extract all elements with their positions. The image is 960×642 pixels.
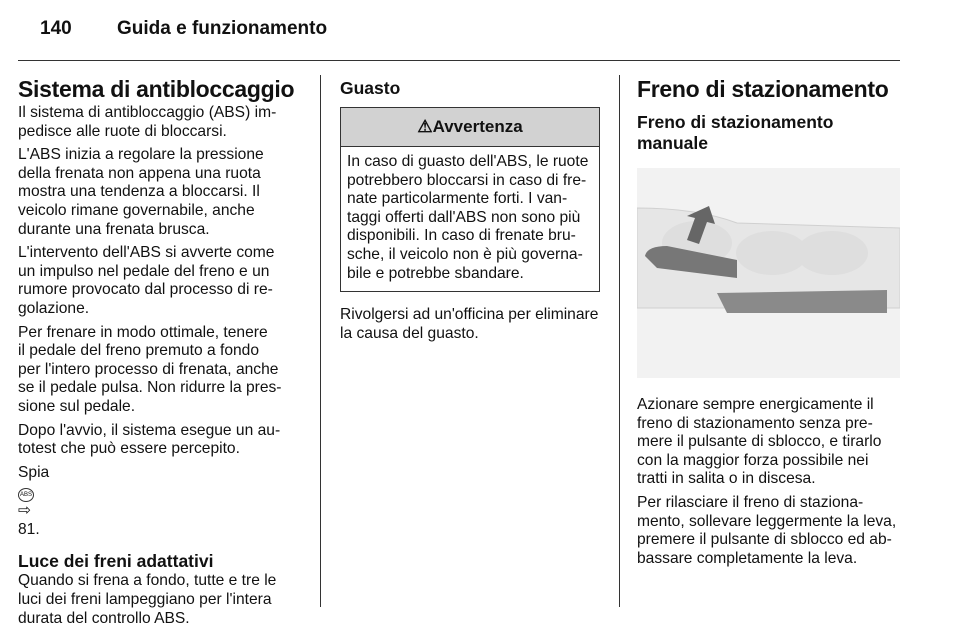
column-divider — [320, 75, 321, 607]
paragraph: L'intervento dell'ABS si avverte come un impulso nel pedale del freno e un rumore provocato dal processo di re- golazione. — [18, 244, 275, 317]
right-column — [637, 74, 912, 573]
paragraph: Dopo l'avvio, il sistema esegue un au- totest che può essere percepito. — [18, 421, 281, 458]
paragraph: Azionare sempre energicamente il freno di stazionamento senza pre- mere il pulsante di sblocco, e tirarlo con la maggior forza possibile nei tratti in salita o in discesa. — [637, 396, 882, 488]
paragraph: Per rilasciare il freno di staziona- mento, sollevare leggermente la leva, premere il pulsante di sblocco ed ab- bassare completamente la leva. — [637, 493, 897, 567]
subsection-title: Luce dei freni adattativi — [18, 551, 214, 572]
spia-label: Spia — [18, 463, 50, 481]
abs-warning-light-icon: ABS — [18, 488, 34, 502]
page-reference-link[interactable]: 81. — [18, 520, 40, 538]
parking-brake-illustration — [637, 168, 900, 378]
warning-triangle-icon: ⚠ — [417, 117, 433, 136]
section-title: Freno di stazionamento — [637, 76, 889, 102]
page-header-title: Guida e funzionamento — [117, 18, 328, 39]
subsection-title: Freno di stazionamento manuale — [637, 112, 834, 153]
warning-title: Avvertenza — [432, 117, 523, 136]
left-column — [18, 74, 308, 633]
spia-reference — [18, 464, 308, 540]
paragraph: Il sistema di antibloccaggio (ABS) im- pedisce alle ruote di bloccarsi. — [18, 104, 277, 140]
page-number: 140 — [40, 18, 72, 39]
paragraph: Per frenare in modo ottimale, tenere il pedale del freno premuto a fondo per l'intero processo di frenata, anche se il pedale pulsa. Non ridurre la pres- sione sul pedale. — [18, 323, 282, 415]
header-rule — [18, 60, 900, 61]
warning-header — [341, 108, 599, 147]
section-title: Sistema di antibloccaggio — [18, 76, 295, 102]
paragraph: L'ABS inizia a regolare la pressione della frenata non appena una ruota mostra una tendenza a bloccarsi. Il veicolo rimane governabile, anche durante una frenata brusca. — [18, 146, 264, 238]
subsection-title: Guasto — [340, 78, 401, 98]
warning-text: In caso di guasto dell'ABS, le ruote potrebbero bloccarsi in caso di fre- nate particolarmente forti. I van- taggi offerti dall'ABS non sono più disponibili. In caso di frenate bru- sche, il veicolo non è più governa- bile e potrebbe sbandare. — [347, 153, 589, 282]
page-reference-arrow-icon: ⇨ — [18, 502, 32, 520]
warning-box — [340, 107, 600, 292]
middle-column — [340, 74, 610, 348]
column-divider — [619, 75, 620, 607]
paragraph: Quando si frena a fondo, tutte e tre le luci dei freni lampeggiano per l'intera durata del controllo ABS. — [18, 572, 277, 627]
paragraph: Rivolgersi ad un'officina per eliminare la causa del guasto. — [340, 306, 599, 342]
